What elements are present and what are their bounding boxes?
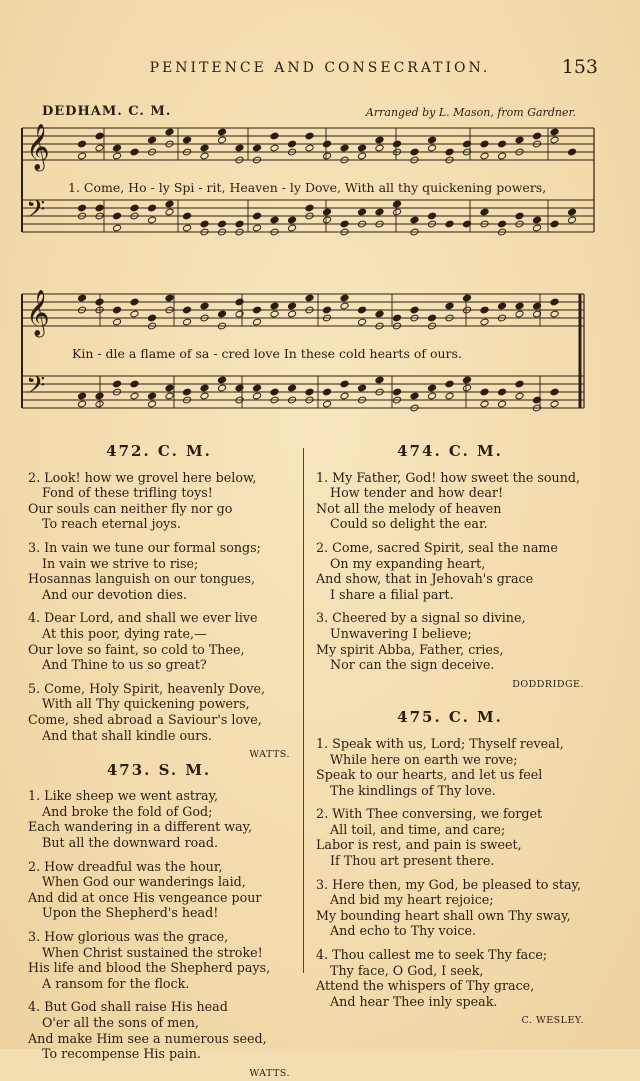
verse-line: My bounding heart shall own Thy sway, bbox=[316, 907, 571, 923]
verse-line: 2. Come, sacred Spirit, seal the name bbox=[316, 539, 558, 555]
right-column bbox=[316, 444, 584, 1029]
arranger-credit: Arranged by L. Mason, from Gardner. bbox=[365, 106, 576, 119]
running-head: PENITENCE AND CONSECRATION. bbox=[149, 60, 491, 76]
verse-line: On my expanding heart, bbox=[330, 555, 486, 571]
stanza bbox=[316, 806, 584, 868]
verse-line: All toil, and time, and care; bbox=[330, 821, 506, 837]
verse-line: With all Thy quickening powers, bbox=[42, 696, 250, 712]
verse-line: O'er all the sons of men, bbox=[42, 1015, 199, 1030]
verse-line: At this poor, dying rate,— bbox=[42, 625, 207, 641]
left-column bbox=[28, 444, 290, 1081]
stanza bbox=[28, 859, 290, 921]
bass-clef-icon: 𝄢 bbox=[26, 195, 46, 230]
verse-line: In vain we strive to rise; bbox=[42, 555, 199, 571]
treble-clef-icon: 𝄞 bbox=[26, 290, 50, 336]
hymn-author: C. WESLEY. bbox=[521, 1015, 584, 1027]
verse-line: While here on earth we rove; bbox=[330, 751, 518, 767]
stanza bbox=[316, 947, 584, 1009]
verse-line: 3. Here then, my God, be pleased to stay, bbox=[316, 876, 582, 892]
verse-line: And hear Thee inly speak. bbox=[330, 993, 498, 1009]
verse-line: His life and blood the Shepherd pays, bbox=[28, 960, 271, 976]
verse-line: How tender and how dear! bbox=[330, 485, 504, 501]
hymn-number: 475. C. M. bbox=[397, 708, 503, 727]
verse-line: And echo to Thy voice. bbox=[330, 923, 477, 939]
verse-line: Thy face, O God, I seek, bbox=[330, 962, 484, 978]
verse-line: 2. Look! how we grovel here below, bbox=[28, 469, 257, 485]
sheet-music bbox=[0, 0, 640, 430]
verse-line: 2. How dreadful was the hour, bbox=[28, 858, 223, 874]
system-1 bbox=[22, 124, 594, 232]
hymn-author: WATTS. bbox=[249, 749, 290, 761]
column-divider bbox=[303, 448, 304, 973]
verse-line: Our souls can neither fly nor go bbox=[28, 500, 233, 516]
verse-line: Hosannas languish on our tongues, bbox=[28, 571, 256, 587]
verse-line: 3. How glorious was the grace, bbox=[28, 929, 229, 945]
stanza bbox=[28, 999, 290, 1061]
hymn-473 bbox=[28, 760, 290, 1081]
hymn-number: 473. S. M. bbox=[106, 760, 212, 779]
verse-line: And bid my heart rejoice; bbox=[330, 892, 494, 908]
hymn-474 bbox=[316, 444, 584, 692]
verse-line: Come, shed abroad a Saviour's love, bbox=[28, 711, 262, 727]
verse-line: 4. Thou callest me to seek Thy face; bbox=[316, 947, 548, 963]
verse-line: And that shall kindle ours. bbox=[42, 727, 212, 743]
verse-line: 2. With Thee conversing, we forget bbox=[316, 806, 543, 822]
hymn-number: 472. C. M. bbox=[106, 442, 212, 460]
stanza bbox=[28, 681, 290, 743]
verse-line: A ransom for the flock. bbox=[42, 975, 190, 991]
verse-line: Not all the melody of heaven bbox=[316, 500, 502, 516]
hymn-472 bbox=[28, 444, 290, 763]
stanza bbox=[28, 788, 290, 850]
verse-line: Could so delight the ear. bbox=[330, 516, 488, 532]
verse-line: Unwavering I believe; bbox=[330, 625, 472, 641]
verse-line: 4. But God shall raise His head bbox=[28, 999, 228, 1015]
stanza bbox=[316, 877, 584, 939]
verse-line: But all the downward road. bbox=[42, 835, 219, 851]
stanza bbox=[28, 610, 290, 672]
stanza bbox=[316, 470, 584, 532]
verse-line: Labor is rest, and pain is sweet, bbox=[316, 837, 522, 853]
verse-line: Attend the whispers of Thy grace, bbox=[316, 978, 535, 994]
verse-line: The kindlings of Thy love. bbox=[330, 782, 496, 798]
stanza bbox=[316, 610, 584, 672]
hymn-number: 474. C. M. bbox=[397, 442, 503, 460]
verse-line: If Thou art present there. bbox=[330, 853, 495, 869]
verse-line: 1. My Father, God! how sweet the sound, bbox=[316, 469, 581, 485]
verse-line: My spirit Abba, Father, cries, bbox=[316, 641, 504, 657]
verse-line: To reach eternal joys. bbox=[42, 516, 181, 532]
verse-line: Fond of these trifling toys! bbox=[42, 485, 213, 501]
stanza bbox=[316, 540, 584, 602]
verse-line: 1. Speak with us, Lord; Thyself reveal, bbox=[316, 735, 564, 751]
verse-line: And make Him see a numerous seed, bbox=[28, 1030, 267, 1046]
hymn-author: WATTS. bbox=[249, 1067, 290, 1079]
music-lyric-line-1: 1. Come, Ho - ly Spi - rit, Heaven - ly Dove, With all thy quickening powers, bbox=[68, 180, 547, 195]
verse-line: To recompense His pain. bbox=[42, 1046, 201, 1062]
tune-name: DEDHAM. C. M. bbox=[42, 104, 172, 119]
verse-line: 4. Dear Lord, and shall we ever live bbox=[28, 610, 258, 626]
verse-line: Each wandering in a different way, bbox=[28, 819, 253, 835]
verse-line: Upon the Shepherd's head! bbox=[42, 905, 219, 921]
verse-line: And did at once His vengeance pour bbox=[28, 889, 262, 905]
verse-line: When God our wanderings laid, bbox=[42, 874, 246, 890]
verse-line: 5. Come, Holy Spirit, heavenly Dove, bbox=[28, 680, 266, 696]
stanza bbox=[28, 470, 290, 532]
verse-line: I share a filial part. bbox=[330, 586, 454, 602]
verse-line: And broke the fold of God; bbox=[42, 803, 213, 819]
music-lyric-line-2: Kin - dle a flame of sa - cred love In these cold hearts of ours. bbox=[72, 346, 462, 361]
verse-line: 3. Cheered by a signal so divine, bbox=[316, 610, 526, 626]
verse-line: Our love so faint, so cold to Thee, bbox=[28, 641, 245, 657]
hymn-author: DODDRIDGE. bbox=[512, 678, 584, 690]
verse-line: Nor can the sign deceive. bbox=[330, 657, 495, 673]
page-number: 153 bbox=[561, 56, 598, 78]
verse-line: Speak to our hearts, and let us feel bbox=[316, 767, 543, 783]
hymn-475 bbox=[316, 710, 584, 1029]
verse-line: 1. Like sheep we went astray, bbox=[28, 788, 219, 804]
verse-line: 3. In vain we tune our formal songs; bbox=[28, 539, 261, 555]
bass-clef-icon: 𝄢 bbox=[26, 371, 46, 406]
stanza bbox=[28, 929, 290, 991]
stanza bbox=[28, 540, 290, 602]
stanza bbox=[316, 736, 584, 798]
verse-line: And our devotion dies. bbox=[42, 586, 188, 602]
verse-line: And Thine to us so great? bbox=[42, 657, 207, 673]
verse-line: And show, that in Jehovah's grace bbox=[316, 571, 534, 587]
treble-clef-icon: 𝄞 bbox=[26, 124, 50, 170]
verse-line: When Christ sustained the stroke! bbox=[42, 944, 263, 960]
